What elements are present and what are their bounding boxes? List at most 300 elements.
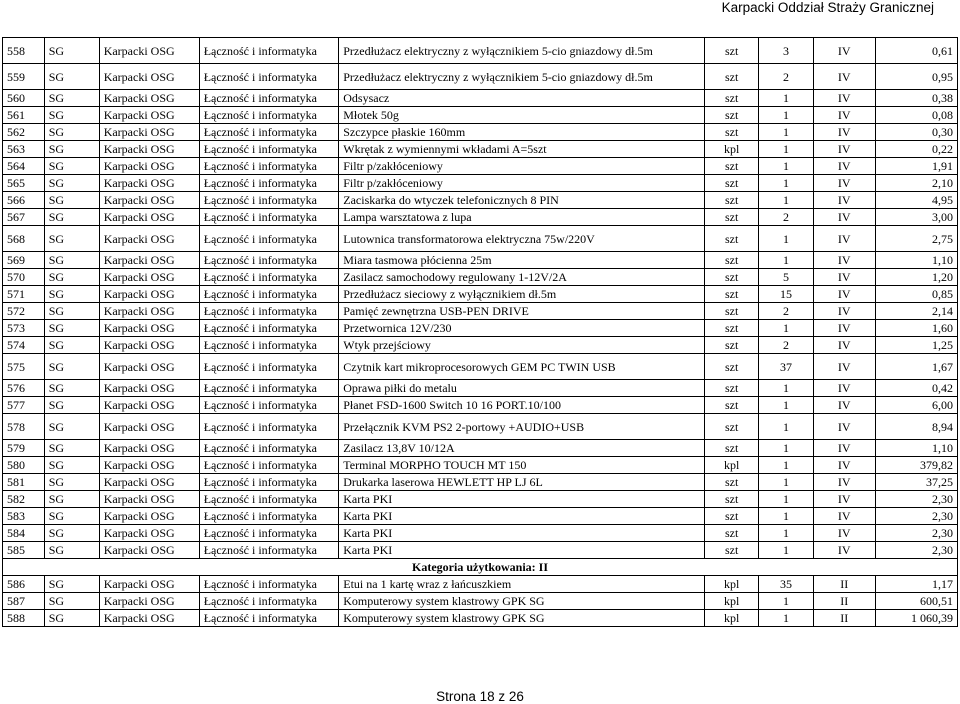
row-department: Łączność i informatyka: [199, 175, 339, 192]
row-value: 1,20: [875, 269, 957, 286]
row-department: Łączność i informatyka: [199, 337, 339, 354]
table-row: [3, 610, 958, 627]
row-item-name: Płanet FSD-1600 Switch 10 16 PORT.10/100: [339, 397, 705, 414]
row-number: 561: [3, 107, 45, 124]
row-item-name: Karta PKI: [339, 525, 705, 542]
row-osg: Karpacki OSG: [99, 474, 199, 491]
row-unit: SG: [44, 491, 99, 508]
row-measure-unit: szt: [705, 38, 759, 64]
table-row: [3, 414, 958, 440]
row-number: 564: [3, 158, 45, 175]
table-row: [3, 252, 958, 269]
row-department: Łączność i informatyka: [199, 576, 339, 593]
row-value: 4,95: [875, 192, 957, 209]
table-row: [3, 124, 958, 141]
row-number: 558: [3, 38, 45, 64]
row-department: Łączność i informatyka: [199, 508, 339, 525]
row-measure-unit: szt: [705, 252, 759, 269]
row-category: IV: [813, 124, 875, 141]
row-number: 584: [3, 525, 45, 542]
row-department: Łączność i informatyka: [199, 380, 339, 397]
inventory-table: [2, 37, 958, 627]
row-value: 3,00: [875, 209, 957, 226]
row-measure-unit: szt: [705, 269, 759, 286]
row-department: Łączność i informatyka: [199, 542, 339, 559]
row-quantity: 1: [759, 158, 814, 175]
row-osg: Karpacki OSG: [99, 175, 199, 192]
row-item-name: Filtr p/zakłóceniowy: [339, 158, 705, 175]
row-value: 0,38: [875, 90, 957, 107]
row-measure-unit: szt: [705, 226, 759, 252]
row-quantity: 2: [759, 64, 814, 90]
table-row: [3, 303, 958, 320]
table-row: [3, 542, 958, 559]
row-number: 560: [3, 90, 45, 107]
row-unit: SG: [44, 175, 99, 192]
table-row: [3, 354, 958, 380]
row-osg: Karpacki OSG: [99, 192, 199, 209]
table-row: [3, 286, 958, 303]
row-item-name: Młotek 50g: [339, 107, 705, 124]
row-unit: SG: [44, 576, 99, 593]
row-number: 571: [3, 286, 45, 303]
row-item-name: Lutownica transformatorowa elektryczna 75w/220V: [339, 226, 705, 252]
row-unit: SG: [44, 610, 99, 627]
row-unit: SG: [44, 38, 99, 64]
row-number: 579: [3, 440, 45, 457]
row-value: 0,42: [875, 380, 957, 397]
row-osg: Karpacki OSG: [99, 354, 199, 380]
row-quantity: 1: [759, 440, 814, 457]
row-unit: SG: [44, 124, 99, 141]
row-category: IV: [813, 175, 875, 192]
row-category: IV: [813, 320, 875, 337]
row-unit: SG: [44, 593, 99, 610]
row-quantity: 2: [759, 209, 814, 226]
row-value: 37,25: [875, 474, 957, 491]
row-department: Łączność i informatyka: [199, 141, 339, 158]
row-measure-unit: szt: [705, 107, 759, 124]
row-number: 574: [3, 337, 45, 354]
row-number: 581: [3, 474, 45, 491]
row-value: 8,94: [875, 414, 957, 440]
row-department: Łączność i informatyka: [199, 158, 339, 175]
row-measure-unit: szt: [705, 175, 759, 192]
row-unit: SG: [44, 440, 99, 457]
row-osg: Karpacki OSG: [99, 610, 199, 627]
row-quantity: 1: [759, 414, 814, 440]
row-value: 0,85: [875, 286, 957, 303]
row-unit: SG: [44, 226, 99, 252]
row-category: IV: [813, 64, 875, 90]
row-measure-unit: szt: [705, 354, 759, 380]
row-quantity: 1: [759, 192, 814, 209]
row-category: IV: [813, 252, 875, 269]
row-number: 562: [3, 124, 45, 141]
row-category: IV: [813, 38, 875, 64]
row-value: 2,30: [875, 508, 957, 525]
row-osg: Karpacki OSG: [99, 508, 199, 525]
row-department: Łączność i informatyka: [199, 440, 339, 457]
row-department: Łączność i informatyka: [199, 192, 339, 209]
row-category: IV: [813, 542, 875, 559]
table-row: [3, 175, 958, 192]
row-quantity: 2: [759, 337, 814, 354]
row-measure-unit: szt: [705, 337, 759, 354]
row-value: 0,95: [875, 64, 957, 90]
row-osg: Karpacki OSG: [99, 440, 199, 457]
row-osg: Karpacki OSG: [99, 286, 199, 303]
row-measure-unit: szt: [705, 90, 759, 107]
row-osg: Karpacki OSG: [99, 141, 199, 158]
row-measure-unit: kpl: [705, 141, 759, 158]
table-row: [3, 380, 958, 397]
row-item-name: Przełącznik KVM PS2 2-portowy +AUDIO+USB: [339, 414, 705, 440]
row-item-name: Komputerowy system klastrowy GPK SG: [339, 593, 705, 610]
document-title: Karpacki Oddział Straży Granicznej: [721, 0, 934, 15]
row-item-name: Komputerowy system klastrowy GPK SG: [339, 610, 705, 627]
row-category: IV: [813, 457, 875, 474]
row-unit: SG: [44, 397, 99, 414]
row-category: IV: [813, 107, 875, 124]
table-row: [3, 90, 958, 107]
row-measure-unit: szt: [705, 474, 759, 491]
row-quantity: 1: [759, 491, 814, 508]
row-unit: SG: [44, 209, 99, 226]
row-unit: SG: [44, 158, 99, 175]
row-department: Łączność i informatyka: [199, 269, 339, 286]
row-item-name: Przedłużacz sieciowy z wyłącznikiem dł.5m: [339, 286, 705, 303]
row-measure-unit: szt: [705, 542, 759, 559]
row-category: IV: [813, 354, 875, 380]
row-osg: Karpacki OSG: [99, 124, 199, 141]
row-unit: SG: [44, 414, 99, 440]
row-value: 2,30: [875, 542, 957, 559]
row-unit: SG: [44, 192, 99, 209]
category-heading-row: [3, 559, 958, 576]
row-number: 563: [3, 141, 45, 158]
table-row: [3, 141, 958, 158]
row-measure-unit: szt: [705, 380, 759, 397]
row-unit: SG: [44, 542, 99, 559]
row-number: 586: [3, 576, 45, 593]
row-category: IV: [813, 158, 875, 175]
row-department: Łączność i informatyka: [199, 90, 339, 107]
row-measure-unit: szt: [705, 64, 759, 90]
row-quantity: 1: [759, 542, 814, 559]
row-item-name: Zasilacz samochodowy regulowany 1-12V/2A: [339, 269, 705, 286]
row-osg: Karpacki OSG: [99, 209, 199, 226]
page-header: [0, 0, 960, 20]
row-department: Łączność i informatyka: [199, 38, 339, 64]
row-number: 568: [3, 226, 45, 252]
row-item-name: Karta PKI: [339, 542, 705, 559]
category-heading: Kategoria użytkowania: II: [3, 559, 958, 576]
row-unit: SG: [44, 107, 99, 124]
row-unit: SG: [44, 64, 99, 90]
row-value: 1,91: [875, 158, 957, 175]
row-value: 379,82: [875, 457, 957, 474]
row-value: 1,25: [875, 337, 957, 354]
row-measure-unit: szt: [705, 508, 759, 525]
table-row: [3, 491, 958, 508]
row-number: 575: [3, 354, 45, 380]
row-measure-unit: szt: [705, 158, 759, 175]
row-value: 2,75: [875, 226, 957, 252]
row-item-name: Karta PKI: [339, 491, 705, 508]
row-value: 0,08: [875, 107, 957, 124]
row-value: 1,17: [875, 576, 957, 593]
row-number: 576: [3, 380, 45, 397]
row-value: 2,30: [875, 525, 957, 542]
row-item-name: Pamięć zewnętrzna USB-PEN DRIVE: [339, 303, 705, 320]
row-measure-unit: kpl: [705, 457, 759, 474]
row-item-name: Karta PKI: [339, 508, 705, 525]
row-number: 582: [3, 491, 45, 508]
row-category: IV: [813, 508, 875, 525]
table-row: [3, 593, 958, 610]
row-osg: Karpacki OSG: [99, 397, 199, 414]
row-item-name: Zaciskarka do wtyczek telefonicznych 8 PIN: [339, 192, 705, 209]
row-item-name: Przedłużacz elektryczny z wyłącznikiem 5-cio gniazdowy dł.5m: [339, 64, 705, 90]
row-category: IV: [813, 414, 875, 440]
row-number: 573: [3, 320, 45, 337]
row-quantity: 1: [759, 107, 814, 124]
row-quantity: 35: [759, 576, 814, 593]
row-number: 559: [3, 64, 45, 90]
row-osg: Karpacki OSG: [99, 593, 199, 610]
row-measure-unit: kpl: [705, 593, 759, 610]
row-quantity: 1: [759, 124, 814, 141]
row-category: II: [813, 610, 875, 627]
row-value: 6,00: [875, 397, 957, 414]
row-number: 578: [3, 414, 45, 440]
row-measure-unit: szt: [705, 414, 759, 440]
row-quantity: 15: [759, 286, 814, 303]
row-category: IV: [813, 491, 875, 508]
row-item-name: Miara tasmowa płócienna 25m: [339, 252, 705, 269]
row-measure-unit: szt: [705, 440, 759, 457]
row-value: 2,30: [875, 491, 957, 508]
row-item-name: Wkrętak z wymiennymi wkładami A=5szt: [339, 141, 705, 158]
row-item-name: Oprawa piłki do metalu: [339, 380, 705, 397]
row-item-name: Terminal MORPHO TOUCH MT 150: [339, 457, 705, 474]
row-department: Łączność i informatyka: [199, 474, 339, 491]
table-row: [3, 158, 958, 175]
row-quantity: 1: [759, 252, 814, 269]
row-category: IV: [813, 286, 875, 303]
row-department: Łączność i informatyka: [199, 354, 339, 380]
table-row: [3, 192, 958, 209]
row-item-name: Wtyk przejściowy: [339, 337, 705, 354]
row-measure-unit: kpl: [705, 576, 759, 593]
row-department: Łączność i informatyka: [199, 107, 339, 124]
row-department: Łączność i informatyka: [199, 124, 339, 141]
row-quantity: 1: [759, 508, 814, 525]
row-unit: SG: [44, 141, 99, 158]
row-measure-unit: szt: [705, 209, 759, 226]
row-department: Łączność i informatyka: [199, 525, 339, 542]
row-department: Łączność i informatyka: [199, 252, 339, 269]
row-unit: SG: [44, 320, 99, 337]
row-department: Łączność i informatyka: [199, 610, 339, 627]
row-item-name: Lampa warsztatowa z lupa: [339, 209, 705, 226]
row-category: IV: [813, 192, 875, 209]
row-department: Łączność i informatyka: [199, 593, 339, 610]
row-osg: Karpacki OSG: [99, 542, 199, 559]
row-department: Łączność i informatyka: [199, 457, 339, 474]
row-item-name: Filtr p/zakłóceniowy: [339, 175, 705, 192]
row-item-name: Przedłużacz elektryczny z wyłącznikiem 5-cio gniazdowy dł.5m: [339, 38, 705, 64]
row-category: IV: [813, 525, 875, 542]
row-item-name: Zasilacz 13,8V 10/12A: [339, 440, 705, 457]
row-department: Łączność i informatyka: [199, 491, 339, 508]
row-value: 1,67: [875, 354, 957, 380]
row-osg: Karpacki OSG: [99, 90, 199, 107]
row-quantity: 1: [759, 226, 814, 252]
row-quantity: 3: [759, 38, 814, 64]
row-osg: Karpacki OSG: [99, 269, 199, 286]
row-department: Łączność i informatyka: [199, 286, 339, 303]
row-value: 600,51: [875, 593, 957, 610]
row-osg: Karpacki OSG: [99, 252, 199, 269]
row-number: 569: [3, 252, 45, 269]
row-number: 566: [3, 192, 45, 209]
row-measure-unit: szt: [705, 397, 759, 414]
row-osg: Karpacki OSG: [99, 414, 199, 440]
row-osg: Karpacki OSG: [99, 158, 199, 175]
row-category: IV: [813, 337, 875, 354]
row-osg: Karpacki OSG: [99, 303, 199, 320]
row-osg: Karpacki OSG: [99, 337, 199, 354]
row-unit: SG: [44, 525, 99, 542]
row-osg: Karpacki OSG: [99, 491, 199, 508]
row-quantity: 37: [759, 354, 814, 380]
row-department: Łączność i informatyka: [199, 64, 339, 90]
page-footer: [0, 690, 960, 704]
row-value: 0,30: [875, 124, 957, 141]
row-measure-unit: kpl: [705, 610, 759, 627]
row-quantity: 1: [759, 141, 814, 158]
row-department: Łączność i informatyka: [199, 414, 339, 440]
row-quantity: 1: [759, 457, 814, 474]
row-number: 583: [3, 508, 45, 525]
row-measure-unit: szt: [705, 525, 759, 542]
row-number: 580: [3, 457, 45, 474]
row-measure-unit: szt: [705, 286, 759, 303]
row-unit: SG: [44, 474, 99, 491]
row-number: 587: [3, 593, 45, 610]
row-category: IV: [813, 440, 875, 457]
row-quantity: 1: [759, 175, 814, 192]
row-value: 1,60: [875, 320, 957, 337]
row-category: IV: [813, 226, 875, 252]
row-quantity: 1: [759, 397, 814, 414]
row-category: IV: [813, 397, 875, 414]
row-value: 2,10: [875, 175, 957, 192]
row-department: Łączność i informatyka: [199, 397, 339, 414]
row-category: IV: [813, 474, 875, 491]
row-osg: Karpacki OSG: [99, 107, 199, 124]
row-measure-unit: szt: [705, 124, 759, 141]
row-value: 0,22: [875, 141, 957, 158]
row-category: II: [813, 593, 875, 610]
row-value: 1 060,39: [875, 610, 957, 627]
row-category: IV: [813, 380, 875, 397]
row-number: 565: [3, 175, 45, 192]
row-quantity: 1: [759, 525, 814, 542]
table-row: [3, 337, 958, 354]
row-unit: SG: [44, 508, 99, 525]
row-category: IV: [813, 209, 875, 226]
row-measure-unit: szt: [705, 303, 759, 320]
row-unit: SG: [44, 286, 99, 303]
row-osg: Karpacki OSG: [99, 576, 199, 593]
row-unit: SG: [44, 380, 99, 397]
row-department: Łączność i informatyka: [199, 303, 339, 320]
row-measure-unit: szt: [705, 320, 759, 337]
row-number: 570: [3, 269, 45, 286]
row-unit: SG: [44, 252, 99, 269]
row-number: 567: [3, 209, 45, 226]
row-quantity: 1: [759, 320, 814, 337]
table-row: [3, 508, 958, 525]
row-osg: Karpacki OSG: [99, 64, 199, 90]
table-row: [3, 269, 958, 286]
row-unit: SG: [44, 90, 99, 107]
row-quantity: 1: [759, 474, 814, 491]
row-quantity: 1: [759, 610, 814, 627]
inventory-table-body: [3, 38, 958, 627]
row-quantity: 1: [759, 593, 814, 610]
row-department: Łączność i informatyka: [199, 320, 339, 337]
row-category: IV: [813, 141, 875, 158]
table-row: [3, 397, 958, 414]
row-value: 2,14: [875, 303, 957, 320]
page-number: Strona 18 z 26: [436, 689, 524, 704]
table-row: [3, 320, 958, 337]
row-item-name: Odsysacz: [339, 90, 705, 107]
table-row: [3, 107, 958, 124]
row-item-name: Przetwornica 12V/230: [339, 320, 705, 337]
row-value: 0,61: [875, 38, 957, 64]
row-unit: SG: [44, 269, 99, 286]
row-department: Łączność i informatyka: [199, 226, 339, 252]
row-number: 588: [3, 610, 45, 627]
table-row: [3, 525, 958, 542]
table-row: [3, 474, 958, 491]
row-quantity: 1: [759, 90, 814, 107]
row-number: 572: [3, 303, 45, 320]
row-item-name: Etui na 1 kartę wraz z łańcuszkiem: [339, 576, 705, 593]
row-unit: SG: [44, 354, 99, 380]
row-category: IV: [813, 90, 875, 107]
row-osg: Karpacki OSG: [99, 457, 199, 474]
row-number: 585: [3, 542, 45, 559]
table-row: [3, 440, 958, 457]
row-category: IV: [813, 269, 875, 286]
row-value: 1,10: [875, 252, 957, 269]
table-row: [3, 38, 958, 64]
row-osg: Karpacki OSG: [99, 380, 199, 397]
row-osg: Karpacki OSG: [99, 525, 199, 542]
row-quantity: 1: [759, 380, 814, 397]
row-department: Łączność i informatyka: [199, 209, 339, 226]
row-value: 1,10: [875, 440, 957, 457]
row-unit: SG: [44, 337, 99, 354]
row-number: 577: [3, 397, 45, 414]
table-row: [3, 64, 958, 90]
